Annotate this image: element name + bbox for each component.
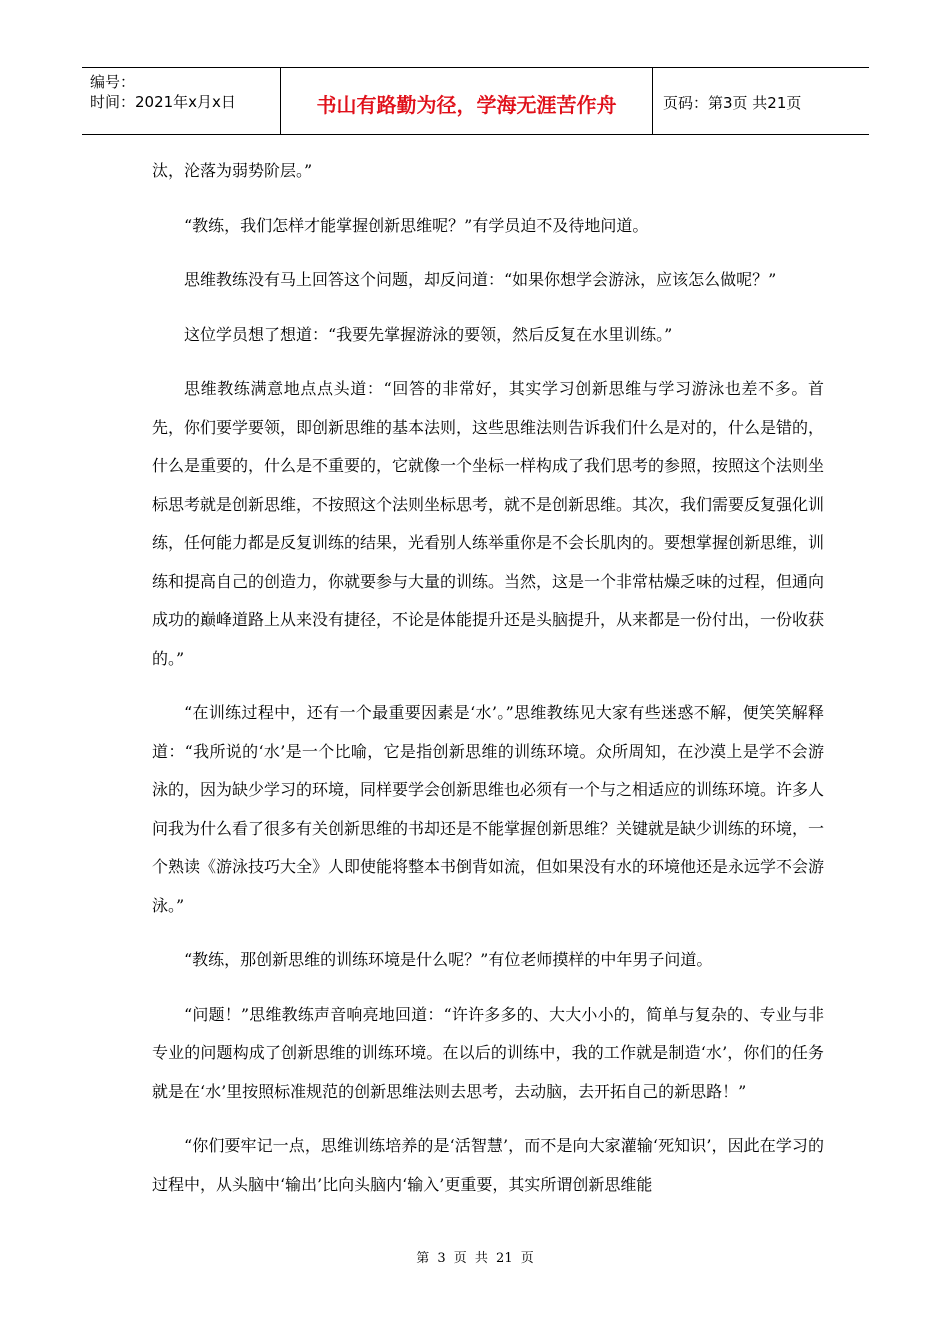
- paragraph: 思维教练没有马上回答这个问题，却反问道：“如果你想学会游泳，应该怎么做呢？”: [184, 270, 777, 289]
- paragraph: 汰，沦落为弱势阶层。”: [152, 161, 313, 180]
- header-motto: 书山有路勤为径，学海无涯苦作舟: [281, 68, 653, 134]
- paragraph: 思维教练满意地点点头道：“回答的非常好，其实学习创新思维与学习游泳也差不多。首先，你们要学要领，即创新思维的基本法则，这些思维法则告诉我们什么是对的，什么是错的，什么是重要的，什么是不重要的，它就像一个坐标一样构成了我们思考的参照，按照这个法则坐标思考就是创新思维，不按照这个法则坐标思考，就不是创新思维。其次，我们需要反复强化训练，任何能力都是反复训练的结果，光看别人练举重你是不会长肌肉的。要想掌握创新思维，训练和提高自己的创造力，你就要参与大量的训练。当然，这是一个非常枯燥乏味的过程，但通向成功的巅峰道路上从来没有捷径，不论是体能提升还是头脑提升，从来都是一份付出，一份收获的。”: [152, 379, 825, 668]
- page-footer: 第 3 页 共 21 页: [416, 1251, 534, 1266]
- paragraph: “教练，我们怎样才能掌握创新思维呢？”有学员迫不及待地问道。: [184, 215, 649, 235]
- document-date: 时间：2021年x月x日: [90, 93, 236, 111]
- header-info-cell: [82, 68, 281, 134]
- paragraph: “问题！”思维教练声音响亮地回道：“许许多多的、大大小小的，简单与复杂的、专业与非专业的问题构成了创新思维的训练环境。在以后的训练中，我的工作就是制造‘水’，你们的任务就是在‘水’里按照标准规范的创新思维法则去思考，去动脑，去开拓自己的新思路！”: [152, 1004, 824, 1101]
- paragraph: 这位学员想了想道：“我要先掌握游泳的要领，然后反复在水里训练。”: [184, 324, 673, 344]
- document-body: [152, 152, 824, 1220]
- paragraph: “你们要牢记一点，思维训练培养的是‘活智慧’，而不是向大家灌输‘死知识’，因此在学习的过程中，从头脑中‘输出’比向头脑内‘输入’更重要，其实所谓创新思维能: [152, 1136, 824, 1194]
- paragraph: “教练，那创新思维的训练环境是什么呢？”有位老师摸样的中年男子问道。: [184, 950, 713, 969]
- page-header: [82, 67, 869, 135]
- document-number-label: 编号：: [90, 73, 136, 91]
- header-page-info: 页码：第3页 共21页: [663, 93, 802, 112]
- paragraph: “在训练过程中，还有一个最重要因素是‘水’。”思维教练见大家有些迷惑不解，便笑笑解释道：“我所说的‘水’是一个比喻，它是指创新思维的训练环境。众所周知，在沙漠上是学不会游泳的，因为缺少学习的环境，同样要学会创新思维也必须有一个与之相适应的训练环境。许多人问我为什么看了很多有关创新思维的书却还是不能掌握创新思维？关键就是缺少训练的环境，一个熟读《游泳技巧大全》人即使能将整本书倒背如流，但如果没有水的环境他还是永远学不会游泳。”: [152, 703, 825, 915]
